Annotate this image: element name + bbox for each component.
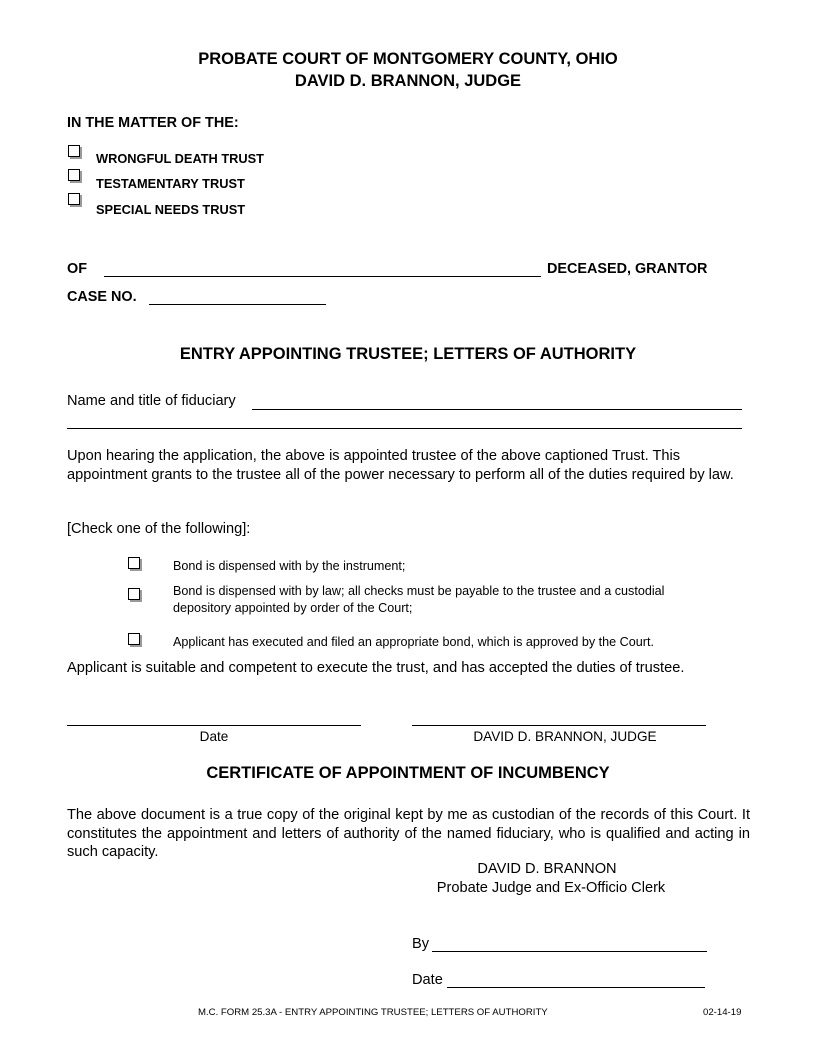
certificate-date-field[interactable] (447, 987, 705, 988)
certificate-paragraph: The above document is a true copy of the original kept by me as custodian of the records of this Court. It constitutes the appointment and letters of authority of the named fiduciary, who is qualified and acting in such capacity. (67, 807, 750, 860)
appointment-paragraph: Upon hearing the application, the above is appointed trustee of the above captioned Trust. This appointment grants to the trustee all of the power necessary to perform all of the duties required by law. (67, 448, 734, 483)
wrongful-death-trust-checkbox[interactable] (68, 145, 80, 157)
form-number: M.C. FORM 25.3A - ENTRY APPOINTING TRUSTEE; LETTERS OF AUTHORITY (198, 1007, 548, 1018)
decedent-name-field[interactable] (104, 276, 541, 277)
bond-instrument-label: Bond is dispensed with by the instrument; (173, 559, 406, 573)
fiduciary-name-field[interactable] (252, 409, 742, 410)
bond-instrument-checkbox[interactable] (128, 557, 140, 569)
testamentary-trust-checkbox[interactable] (68, 169, 80, 181)
bond-filed-checkbox[interactable] (128, 633, 140, 645)
form-revision-date: 02-14-19 (703, 1007, 742, 1018)
entry-date-label: Date (199, 729, 229, 744)
judge-name: DAVID D. BRANNON, JUDGE (294, 72, 522, 90)
clerk-title: Probate Judge and Ex-Officio Clerk (436, 880, 666, 896)
special-needs-trust-checkbox[interactable] (68, 193, 80, 205)
wrongful-death-trust-label: WRONGFUL DEATH TRUST (96, 151, 265, 166)
entry-date-field[interactable] (67, 725, 361, 726)
suitability-statement: Applicant is suitable and competent to execute the trust, and has accepted the duties of trustee. (67, 660, 685, 676)
deceased-grantor-label: DECEASED, GRANTOR (547, 261, 708, 277)
court-name: PROBATE COURT OF MONTGOMERY COUNTY, OHIO (198, 50, 618, 68)
by-label: By (412, 936, 430, 952)
by-signature-field[interactable] (432, 951, 707, 952)
bond-law-checkbox[interactable] (128, 588, 140, 600)
special-needs-trust-label: SPECIAL NEEDS TRUST (96, 202, 246, 217)
certificate-title: CERTIFICATE OF APPOINTMENT OF INCUMBENCY (206, 764, 610, 782)
of-label: OF (67, 261, 87, 277)
clerk-name: DAVID D. BRANNON (477, 861, 617, 877)
judge-signature-label: DAVID D. BRANNON, JUDGE (473, 729, 657, 744)
judge-signature-field[interactable] (412, 725, 706, 726)
check-instruction: [Check one of the following]: (67, 521, 251, 537)
case-number-label: CASE NO. (67, 289, 137, 305)
fiduciary-label: Name and title of fiduciary (67, 393, 236, 409)
case-number-field[interactable] (149, 304, 326, 305)
fiduciary-title-field[interactable] (67, 428, 742, 429)
certificate-date-label: Date (412, 972, 443, 988)
matter-label: IN THE MATTER OF THE: (67, 115, 239, 131)
testamentary-trust-label: TESTAMENTARY TRUST (96, 176, 245, 191)
entry-title: ENTRY APPOINTING TRUSTEE; LETTERS OF AUTHORITY (179, 345, 637, 363)
bond-law-label: Bond is dispensed with by law; all checks must be payable to the trustee and a custodial depository appointed by order of the Court; (173, 584, 665, 615)
bond-filed-label: Applicant has executed and filed an appropriate bond, which is approved by the Court. (173, 635, 654, 649)
